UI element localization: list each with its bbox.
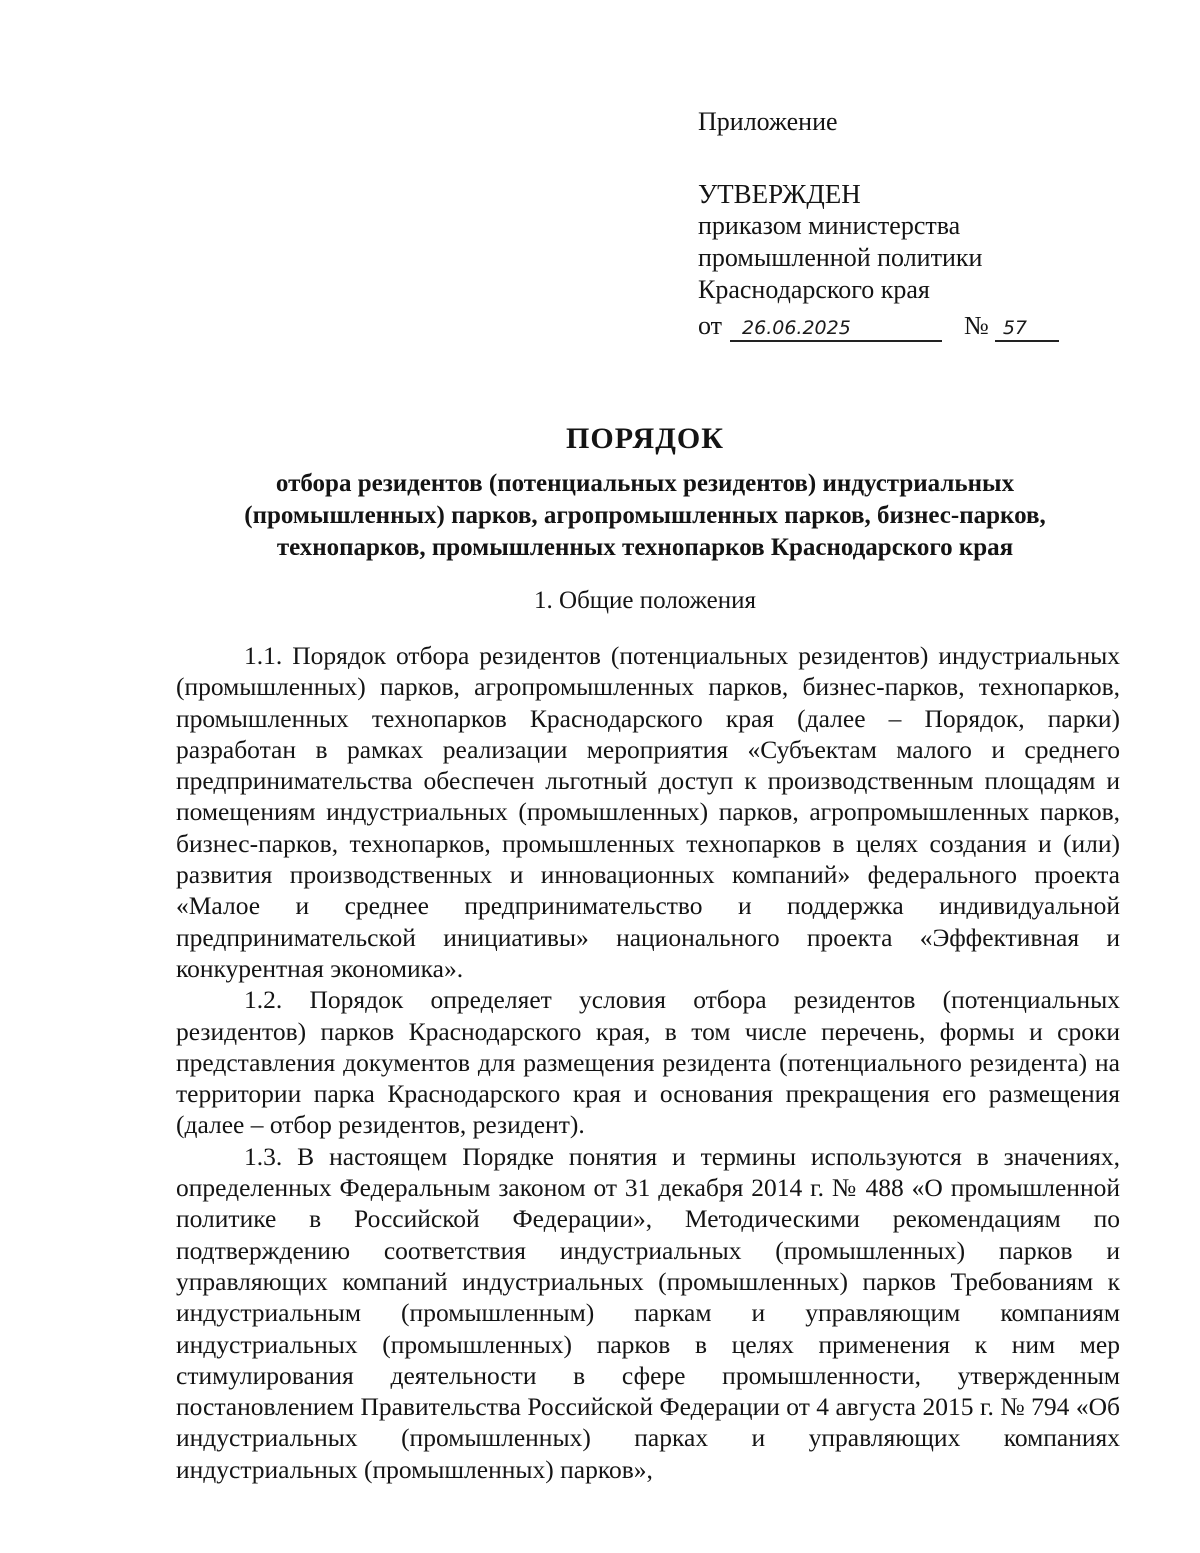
approval-line-2: промышленной политики — [698, 243, 983, 272]
section-heading: 1. Общие положения — [534, 587, 756, 614]
title-sub-line-1: отбора резидентов (потенциальных резидентов) индустриальных — [275, 470, 1015, 497]
date-prefix: от — [698, 311, 723, 340]
title-main: ПОРЯДОК — [566, 422, 724, 455]
approval-line-3: Краснодарского края — [698, 275, 930, 304]
approved-label: УТВЕРЖДЕН — [698, 179, 861, 209]
title-sub-line-2: (промышленных) парков, агропромышленных парков, бизнес-парков, — [244, 502, 1046, 529]
document-body — [176, 640, 1120, 1485]
document-title — [150, 420, 1140, 564]
paragraph-1-1: 1.1. Порядок отбора резидентов (потенциальных резидентов) индустриальных (промышленных) парков, агропромышленных парков, бизнес-парков, технопарков, промышленных технопарков Краснодарского края (далее – Порядок, парки) разработан в рамках реализации мероприятия «Субъектам малого и среднего предпринимательства обеспечен льготный доступ к производственным площадям и помещениям индустриальных (промышленных) парков, агропромышленных парков, бизнес-парков, технопарков, промышленных технопарков в целях создания и (или) развития производственных и инновационных компаний» федерального проекта «Малое и среднее предпринимательство и поддержка индивидуальной предпринимательской инициативы» национального проекта «Эффективная и конкурентная экономика». — [176, 641, 1120, 983]
approval-date-row — [698, 310, 1118, 342]
approval-block — [698, 106, 1118, 342]
paragraph-1-3: 1.3. В настоящем Порядке понятия и термины используются в значениях, определенных Федеральным законом от 31 декабря 2014 г. № 488 «О промышленной политике в Российской Федерации», Методическими рекомендациям по подтверждению соответствия индустриальных (промышленных) парков и управляющих компаний индустриальных (промышленных) парков Требованиям к индустриальным (промышленным) паркам и управляющим компаниям индустриальных (промышленных) парков в целях применения к ним мер стимулирования деятельности в сфере промышленности, утвержденным постановлением Правительства Российской Федерации от 4 августа 2015 г. № 794 «Об индустриальных (промышленных) парках и управляющих компаниях индустриальных (промышленных) парков», — [176, 1141, 1120, 1484]
title-sub-line-3: технопарков, промышленных технопарков Краснодарского края — [276, 534, 1014, 561]
number-label: № — [964, 311, 989, 340]
handwritten-date: 26.06.2025 — [730, 316, 942, 342]
appendix-label: Приложение — [698, 107, 838, 136]
handwritten-number: 57 — [995, 316, 1059, 342]
paragraph-1-2: 1.2. Порядок определяет условия отбора резидентов (потенциальных резидентов) парков Краснодарского края, в том числе перечень, формы и сроки представления документов для размещения резидента (потенциального резидента) на территории парка Краснодарского края и основания прекращения его размещения (далее – отбор резидентов, резидент). — [176, 985, 1120, 1140]
approval-line-1: приказом министерства — [698, 211, 961, 240]
